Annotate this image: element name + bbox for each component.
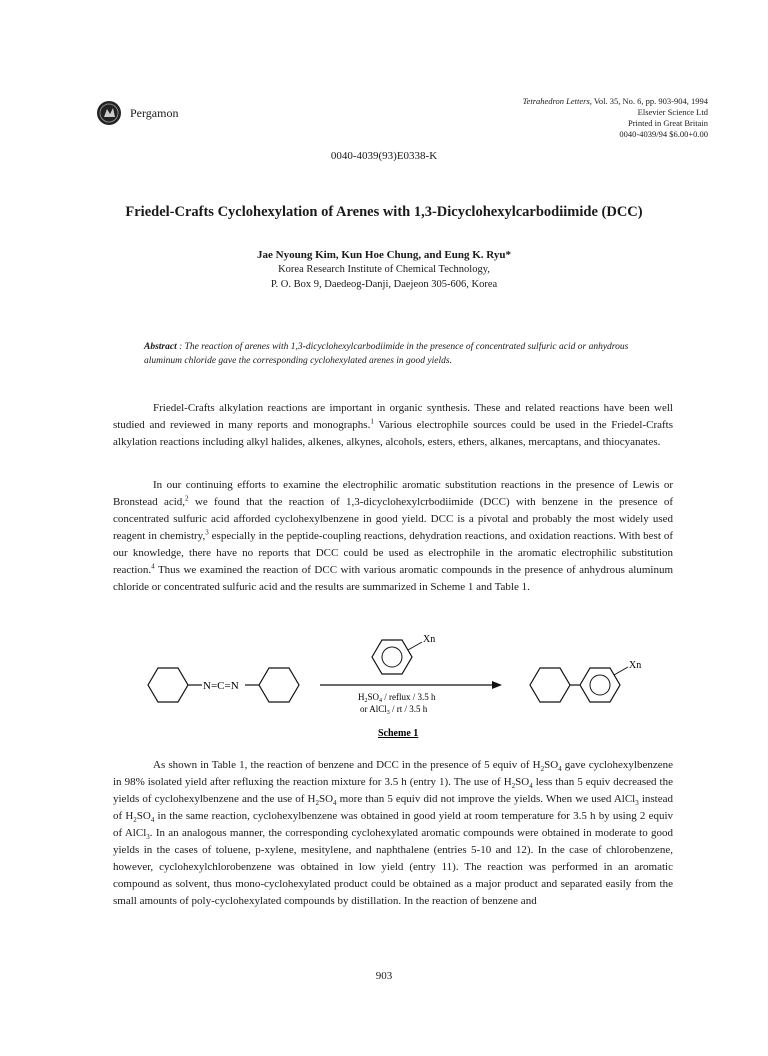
subscript: 3 xyxy=(146,833,150,842)
publisher-block xyxy=(96,100,178,126)
substituent-bond xyxy=(408,642,422,650)
subscript: 4 xyxy=(558,765,562,774)
text-span: instead of H xyxy=(113,793,673,822)
text-span: SO xyxy=(318,793,334,805)
body-paragraph-1 xyxy=(113,400,673,451)
subscript: 4 xyxy=(150,816,155,825)
cyclohexane-ring xyxy=(259,668,299,702)
aromatic-circle xyxy=(382,647,402,667)
affiliation-line-1: Korea Research Institute of Chemical Technology, xyxy=(278,264,490,275)
condition-2 xyxy=(360,704,428,716)
condition-text: H xyxy=(358,692,365,702)
abstract-text: : The reaction of arenes with 1,3-dicyclohexylcarbodiimide in the presence of concentrated sulfuric acid or anhydrous aluminum chloride gave the corresponding cyclohexylated arenes in good yields. xyxy=(144,342,629,366)
page-number: 903 xyxy=(375,970,393,982)
subscript: 2 xyxy=(540,765,545,774)
arene-ring xyxy=(580,668,620,702)
text-span: SO xyxy=(544,759,559,771)
affiliation-line-2: P. O. Box 9, Daedeog-Danji, Daejeon 305-606, Korea xyxy=(270,279,498,290)
subscript: 4 xyxy=(529,782,533,791)
cyclohexane-ring xyxy=(530,668,570,702)
journal-name: Tetrahedron Letters, xyxy=(522,96,592,106)
abstract-label: Abstract xyxy=(144,342,177,352)
text-span: in the same reaction, cyclohexylbenzene was obtained in good yield at room temperature for 3.5 h by using 2 equiv of AlCl xyxy=(113,810,674,839)
text-span: Thus we examined the reaction of DCC with various aromatic compounds in the presence of anhydrous aluminum chloride or concentrated sulfuric acid and the results are summarized in Scheme 1 and Table 1. xyxy=(113,564,673,593)
text-span: more than 5 equiv did not improve the yields. When we used AlCl xyxy=(336,793,636,805)
subscript: 3 xyxy=(635,799,639,808)
condition-1 xyxy=(358,692,436,704)
subscript: 4 xyxy=(333,799,337,808)
condition-text: / reflux / 3.5 h xyxy=(382,692,436,702)
subscript: 2 xyxy=(511,782,516,791)
issn-line: 0040-4039/94 $6.00+0.00 xyxy=(619,129,708,139)
text-span: SO xyxy=(515,776,530,788)
subscript: 3 xyxy=(386,710,390,716)
text-span: In our continuing efforts to examine the electrophilic aromatic substitution reactions in the presence of Lewis or Bronstead acid, xyxy=(113,479,673,508)
text-span: Friedel-Crafts alkylation reactions are important in organic synthesis. These and related reactions have been well studied and reviewed in many reports and monographs. xyxy=(113,402,673,431)
journal-volume: Vol. 35, No. 6, pp. 903-904, 1994 xyxy=(591,96,708,106)
publisher-logo-icon xyxy=(96,100,122,126)
subscript: 2 xyxy=(315,799,319,808)
subscript: 2 xyxy=(364,698,368,704)
aromatic-circle xyxy=(590,675,610,695)
subscript: 4 xyxy=(379,698,383,704)
arene-ring xyxy=(372,640,412,674)
reference-marker: 3 xyxy=(205,528,209,537)
text-span: gave cyclohexylbenzene in 98% isolated yield after refluxing the reaction mixture for 3.5 h (entry 1). The use of H xyxy=(113,759,673,788)
text-span: . In an analogous manner, the corresponding cyclohexylated aromatic compounds were obtained in moderate to good yields in the cases of toluene, p-xylene, mesitylene, and naphthalene (entries 5-10 and 12). In the case of chlorobenzene, however, cyclohexylchlorobenzene was obtained in low yield (entry 11). The reaction was performed in an aromatic compound as solvent, thus mono-cyclohexylated product could be obtained as a major product and separated easily from the small amounts of poly-cyclohexylated compounds by distillation. In the reaction of benzene and xyxy=(113,827,673,907)
article-title: Friedel-Crafts Cyclohexylation of Arenes with 1,3-Dicyclohexylcarbodiimide (DCC) xyxy=(125,204,643,220)
reference-marker: 2 xyxy=(185,494,189,503)
text-span: we found that the reaction of 1,3-dicyclohexylcrbodiimide (DCC) with benzene in the presence of concentrated sulfuric acid afforded cyclohexylbenzene in good yield. DCC is a pivotal and probably the most widely used reagent in chemistry, xyxy=(113,496,673,542)
reagent-xn-label: Xn xyxy=(423,634,436,645)
reference-marker: 1 xyxy=(370,417,374,426)
dcc-label: N=C=N xyxy=(203,680,239,692)
authors: Jae Nyoung Kim, Kun Hoe Chung, and Eung K. Ryu* xyxy=(257,249,511,261)
text-span: As shown in Table 1, the reaction of benzene and DCC in the presence of 5 equiv of H xyxy=(153,759,541,771)
printed-line: Printed in Great Britain xyxy=(627,118,708,128)
text-span: Various electrophile sources could be used in the Friedel-Crafts alkylation reactions including alkyl halides, alkenes, alkynes, alcohols, esters, ethers, alkanes, mercaptans, and thiocyanates. xyxy=(113,419,673,448)
text-span: less than 5 equiv decreased the yields of cyclohexylbenzene and the use of H xyxy=(113,776,673,805)
text-span: SO xyxy=(136,810,151,822)
substituent-bond xyxy=(614,667,628,675)
scheme-diagram xyxy=(140,630,660,750)
publisher-name: Pergamon xyxy=(130,105,179,120)
doi: 0040-4039(93)E0338-K xyxy=(330,150,438,162)
journal-citation xyxy=(523,96,708,107)
body-paragraph-3 xyxy=(113,757,673,910)
journal-info xyxy=(523,96,708,140)
scheme-caption: Scheme 1 xyxy=(378,728,419,739)
abstract xyxy=(144,340,634,368)
condition-text: / rt / 3.5 h xyxy=(389,704,428,714)
condition-text: or AlCl xyxy=(360,704,387,714)
arrow-head xyxy=(492,681,502,689)
text-span: especially in the peptide-coupling reactions, dehydration reactions, and oxidation reactions. With best of our knowledge, there have no reports that DCC could be used as electrophile in the aromatic electrophilic substitution reaction. xyxy=(113,530,673,576)
reference-marker: 4 xyxy=(151,562,155,571)
condition-text: SO xyxy=(367,692,380,702)
body-paragraph-2 xyxy=(113,477,673,596)
copyright-line: Elsevier Science Ltd xyxy=(637,107,708,117)
product-xn-label: Xn xyxy=(629,660,642,671)
subscript: 2 xyxy=(133,816,137,825)
scheme-1 xyxy=(140,630,660,750)
cyclohexane-ring xyxy=(148,668,188,702)
